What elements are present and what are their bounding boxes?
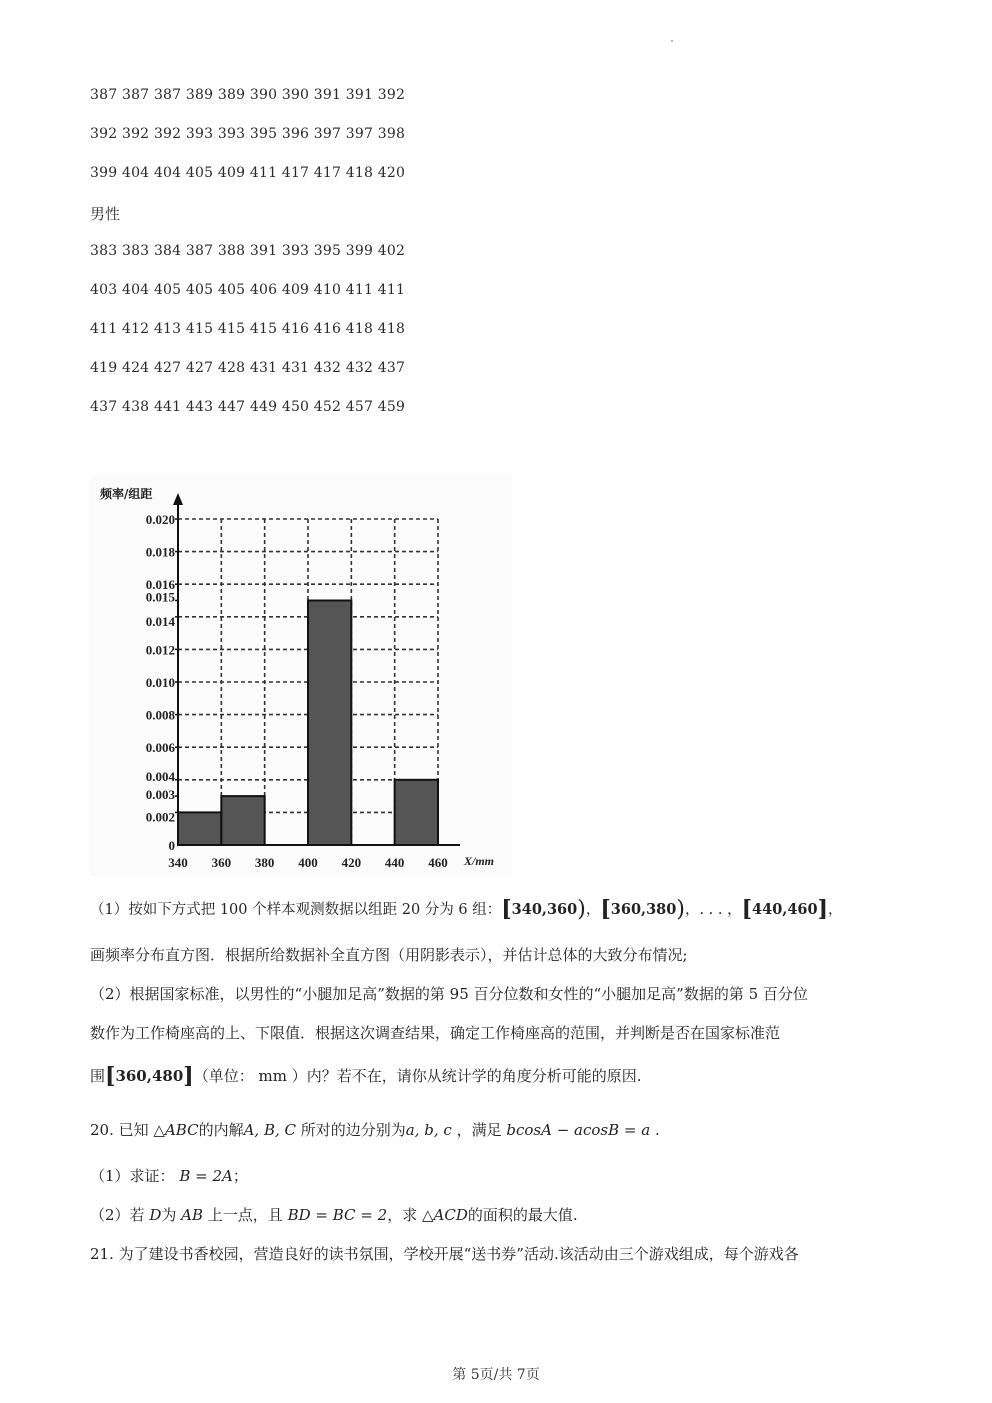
point-d: D <box>149 1206 162 1224</box>
y-tick-label: 0.002 <box>145 809 175 825</box>
q20-part1-math: B = 2A <box>179 1167 233 1185</box>
q20-part2-end: 的面积的最大值. <box>467 1206 578 1224</box>
q20-text: ，求 <box>387 1206 418 1224</box>
q19-part2-line3 <box>90 1063 641 1089</box>
sides: a, b, c <box>405 1121 452 1139</box>
histogram-bar <box>395 780 438 845</box>
bar-layer <box>178 601 438 846</box>
q20-end: . <box>654 1121 660 1139</box>
q19-part2-line1: （2）根据国家标准，以男性的“小腿加足高”数据的第 95 百分位数和女性的“小腿加足高”数据的第 5 百分位 <box>90 985 808 1003</box>
histogram-bar <box>308 601 351 846</box>
y-axis-arrow <box>173 493 183 505</box>
y-tick-label: 0.014 <box>145 613 175 629</box>
q20-part1 <box>90 1165 248 1186</box>
y-tick-label: 0.004 <box>145 768 175 784</box>
triangle-acd: △ACD <box>421 1206 468 1224</box>
q19-part2-line2: 数作为工作椅座高的上、下限值．根据这次调查结果，确定工作椅座高的范围，并判断是否在国家标准范 <box>90 1024 781 1042</box>
q20-number: 20. 已知 <box>90 1121 149 1139</box>
x-tick-label: 440 <box>384 855 405 870</box>
interval-440-460: 440,460 <box>752 901 818 918</box>
x-tick-label: 400 <box>298 855 318 870</box>
ellipsis: ，. . . ， <box>684 902 742 918</box>
bracket-open: [ <box>105 1063 116 1089</box>
histogram-bar <box>178 812 221 845</box>
q20-part2-pre: （2）若 <box>90 1206 145 1224</box>
q20-part1-end: ； <box>232 1167 248 1185</box>
segment-ab: AB <box>181 1206 204 1224</box>
female-data-line: 399 404 404 405 409 411 417 417 418 420 <box>90 165 406 181</box>
paren-close: ) <box>577 897 586 922</box>
histogram-bar <box>221 796 264 845</box>
female-data-line: 392 392 392 393 393 395 396 397 397 398 <box>90 126 406 142</box>
male-label: 男性 <box>90 205 121 223</box>
y-tick-label: 0.020 <box>145 512 175 527</box>
y-axis-title: 频率/组距 <box>100 487 153 501</box>
male-data-line: 411 412 413 415 415 415 416 416 418 418 <box>90 321 406 337</box>
q20-text: 上一点，且 <box>207 1206 283 1224</box>
comma-sep: ， <box>585 902 601 918</box>
angles: A, B, C <box>243 1121 296 1139</box>
male-data-line: 403 404 405 405 405 406 409 410 411 411 <box>90 282 406 298</box>
q20-stem <box>90 1119 660 1140</box>
q21-stem: 21. 为了建设书香校园，营造良好的读书氛围，学校开展“送书券”活动.该活动由三个游戏组成，每个游戏各 <box>90 1245 799 1263</box>
q20-text: 的内解 <box>198 1121 244 1139</box>
q19-part2-pre: 围 <box>90 1067 106 1085</box>
bracket-close: ] <box>183 1063 194 1089</box>
q19-part1-line1 <box>90 896 843 922</box>
x-tick-label: 340 <box>168 855 188 870</box>
interval-340-360: 340,360 <box>511 901 578 918</box>
triangle-abc: △ABC <box>153 1121 199 1139</box>
q20-condition: BD = BC = 2 <box>287 1206 388 1224</box>
condition: bcosA − acosB = a <box>506 1121 651 1139</box>
male-data-line: 383 383 384 387 388 391 393 395 399 402 <box>90 243 406 259</box>
interval-360-380: 360,380 <box>610 901 677 918</box>
y-tick-label: 0.008 <box>145 707 175 723</box>
q19-part1-text: （1）按如下方式把 100 个样本观测数据以组距 20 分为 6 组： <box>90 902 502 918</box>
bracket-open: [ <box>501 896 512 922</box>
x-tick-label: 360 <box>211 855 232 870</box>
y-tick-label: 0 <box>168 838 175 853</box>
x-axis-title: X/mm <box>464 854 495 868</box>
interval-360-480: 360,480 <box>115 1067 184 1085</box>
q20-part1-pre: （1）求证： <box>90 1167 175 1185</box>
y-tick-label: 0.003 <box>145 787 175 803</box>
histogram-svg <box>90 474 512 876</box>
q20-text: ，满足 <box>456 1121 502 1139</box>
q20-text: 为 <box>161 1206 177 1224</box>
bracket-open: [ <box>741 896 753 922</box>
y-tick-label: 0.018 <box>145 544 175 560</box>
q20-part2 <box>90 1204 578 1225</box>
y-tick-label: 0.012 <box>145 642 175 658</box>
y-tick-label: 0.015 <box>145 589 175 605</box>
y-tick-label: 0.016 <box>145 577 175 593</box>
bracket-close: ] <box>817 896 829 922</box>
q20-text: 所对的边分别为 <box>300 1121 406 1139</box>
q19-part1-line2: 画频率分布直方图．根据所给数据补全直方图（用阴影表示），并估计总体的大致分布情况; <box>90 946 688 964</box>
x-tick-label: 420 <box>341 855 362 870</box>
male-data-line: 437 438 441 443 447 449 450 452 457 459 <box>90 399 406 415</box>
frequency-histogram <box>90 474 512 876</box>
y-tick-label: 0.006 <box>145 740 175 756</box>
scan-speck <box>671 40 673 42</box>
x-tick-label: 380 <box>254 855 275 870</box>
x-tick-label: 460 <box>428 855 448 870</box>
bracket-open: [ <box>600 896 611 922</box>
comma-end: ， <box>828 902 843 918</box>
paren-close: ) <box>676 897 685 922</box>
q19-part2-post: （单位： mm ）内？若不在，请你从统计学的角度分析可能的原因. <box>193 1067 642 1085</box>
male-data-line: 419 424 427 427 428 431 431 432 432 437 <box>90 360 406 376</box>
y-tick-label: 0.010 <box>145 675 175 690</box>
page-footer: 第 5页/共 7页 <box>452 1367 540 1383</box>
female-data-line: 387 387 387 389 389 390 390 391 391 392 <box>90 87 406 103</box>
